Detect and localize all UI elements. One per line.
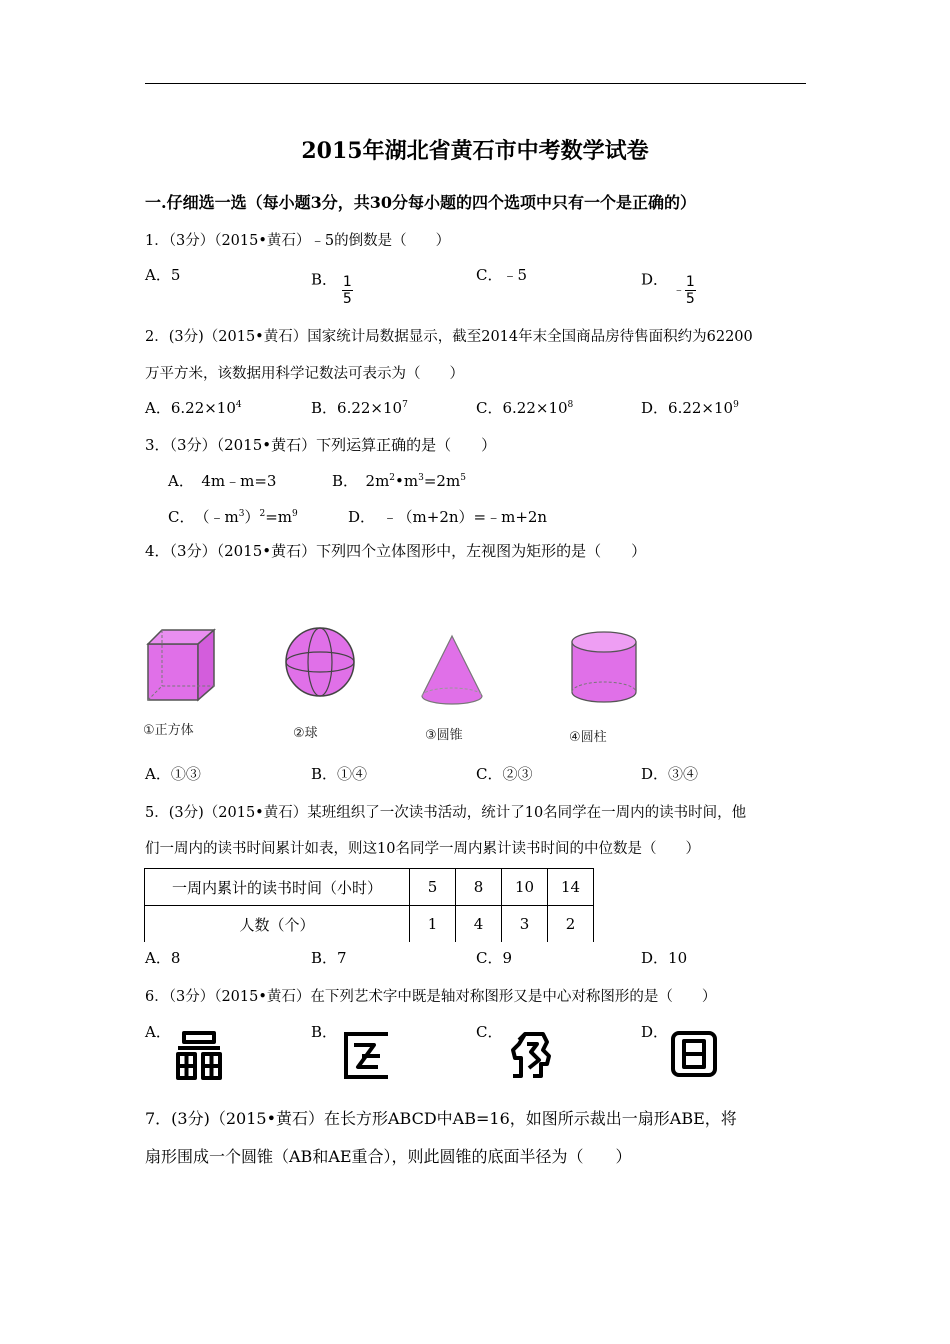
question-6-stem: 6．（3分）（2015•黄石）在下列艺术字中既是轴对称图形又是中心对称图形的是（ ） xyxy=(145,989,717,1005)
table-cell: 4 xyxy=(456,906,502,943)
table-row xyxy=(145,869,594,906)
cone-figure xyxy=(416,632,488,708)
table-header-count: 人数（个） xyxy=(145,906,410,943)
question-3-stem: 3．（3分）（2015•黄石）下列运算正确的是（ ） xyxy=(145,436,497,454)
table-cell: 5 xyxy=(410,869,456,906)
q4-option-a[interactable]: A．①③ xyxy=(145,765,201,783)
cube-label: ①正方体 xyxy=(143,723,194,738)
q2-option-a[interactable]: A．$6.22\times 10^4$ xyxy=(145,399,242,417)
art-glyph-a-icon xyxy=(174,1030,226,1082)
q4-option-b[interactable]: B．①④ xyxy=(311,765,368,783)
q2-option-d[interactable]: D．$6.22\times 10^9$ xyxy=(641,399,739,417)
cylinder-label: ④圆柱 xyxy=(569,730,607,745)
q1-option-c[interactable]: C．﹣5 xyxy=(476,266,528,284)
table-header-hours: 一周内累计的读书时间（小时） xyxy=(145,869,410,906)
q5-option-d[interactable]: D．10 xyxy=(641,949,688,967)
question-7-stem-line2: 扇形围成一个圆锥（AB和AE重合），则此圆锥的底面半径为（ ） xyxy=(145,1147,632,1166)
cube-figure xyxy=(140,622,230,712)
table-cell: 3 xyxy=(502,906,548,943)
q1-option-d-label: D． xyxy=(641,270,669,289)
table-cell: 8 xyxy=(456,869,502,906)
top-rule xyxy=(145,83,806,84)
question-5-stem-line2: 们一周内的读书时间累计如表，则这10名同学一周内累计读书时间的中位数是（ ） xyxy=(145,841,700,857)
question-2-stem-line2: 万平方米，该数据用科学记数法可表示为（ ） xyxy=(145,366,464,382)
q3-option-a[interactable]: A． 4m﹣m=3 xyxy=(168,472,277,490)
table-cell: 2 xyxy=(548,906,594,943)
q1-option-b[interactable] xyxy=(311,264,353,307)
question-5-stem-line1: 5．(3分)（2015•黄石）某班组织了一次读书活动，统计了10名同学在一周内的读书时间，他 xyxy=(145,805,747,821)
q1-option-d[interactable] xyxy=(641,264,696,307)
table-row xyxy=(145,906,594,943)
art-glyph-d-icon xyxy=(668,1028,720,1080)
cone-label: ③圆锥 xyxy=(425,728,463,743)
q5-option-a[interactable]: A．8 xyxy=(145,949,181,967)
q6-option-b[interactable]: B． xyxy=(311,1023,338,1041)
q6-option-a[interactable]: A． xyxy=(145,1023,171,1041)
table-cell: 14 xyxy=(548,869,594,906)
question-2-stem-line1: 2．(3分)（2015•黄石）国家统计局数据显示，截至2014年末全国商品房待售面积约为62200 xyxy=(145,329,753,345)
section-heading: 一.仔细选一选（每小题3分，共30分每小题的四个选项中只有一个是正确的） xyxy=(145,193,696,212)
q3-option-d[interactable]: D． ﹣（m+2n）=﹣m+2n xyxy=(348,508,548,526)
q1-option-b-fraction: $\frac{1}{5}$ xyxy=(342,274,352,307)
q3-option-b[interactable]: B． $2m^2•m^3=2m^5$ xyxy=(332,472,466,490)
q4-option-d[interactable]: D．③④ xyxy=(641,765,699,783)
art-glyph-b-icon xyxy=(340,1030,392,1082)
q6-option-c[interactable]: C． xyxy=(476,1023,503,1041)
q1-option-b-label: B． xyxy=(311,270,338,289)
q1-option-d-sign: ﹣ xyxy=(672,281,685,296)
q5-option-b[interactable]: B．7 xyxy=(311,949,347,967)
q6-option-d[interactable]: D． xyxy=(641,1023,669,1041)
page-title: 2015年湖北省黄石市中考数学试卷 xyxy=(301,138,649,164)
table-cell: 10 xyxy=(502,869,548,906)
question-1-stem: 1．（3分）（2015•黄石）﹣5的倒数是（ ） xyxy=(145,233,451,249)
q4-option-c[interactable]: C．②③ xyxy=(476,765,533,783)
sphere-label: ②球 xyxy=(293,726,318,741)
question-7-stem-line1: 7．(3分)（2015•黄石）在长方形ABCD中AB=16，如图所示裁出一扇形ABE，将 xyxy=(145,1109,737,1128)
q5-option-c[interactable]: C．9 xyxy=(476,949,513,967)
q1-option-a[interactable]: A．5 xyxy=(145,266,181,284)
cylinder-figure xyxy=(566,628,642,708)
q3-option-c[interactable]: C． $(﹣m^3)^2=m^9$ xyxy=(168,508,298,526)
q2-option-c[interactable]: C．$6.22\times 10^8$ xyxy=(476,399,574,417)
art-glyph-c-icon xyxy=(505,1030,557,1082)
question-4-stem: 4．（3分）（2015•黄石）下列四个立体图形中，左视图为矩形的是（ ） xyxy=(145,542,647,560)
table-cell: 1 xyxy=(410,906,456,943)
q1-option-d-fraction: $\frac{1}{5}$ xyxy=(685,274,695,307)
reading-time-table xyxy=(144,868,594,942)
q2-option-b[interactable]: B．$6.22\times 10^7$ xyxy=(311,399,408,417)
sphere-figure xyxy=(282,624,358,700)
